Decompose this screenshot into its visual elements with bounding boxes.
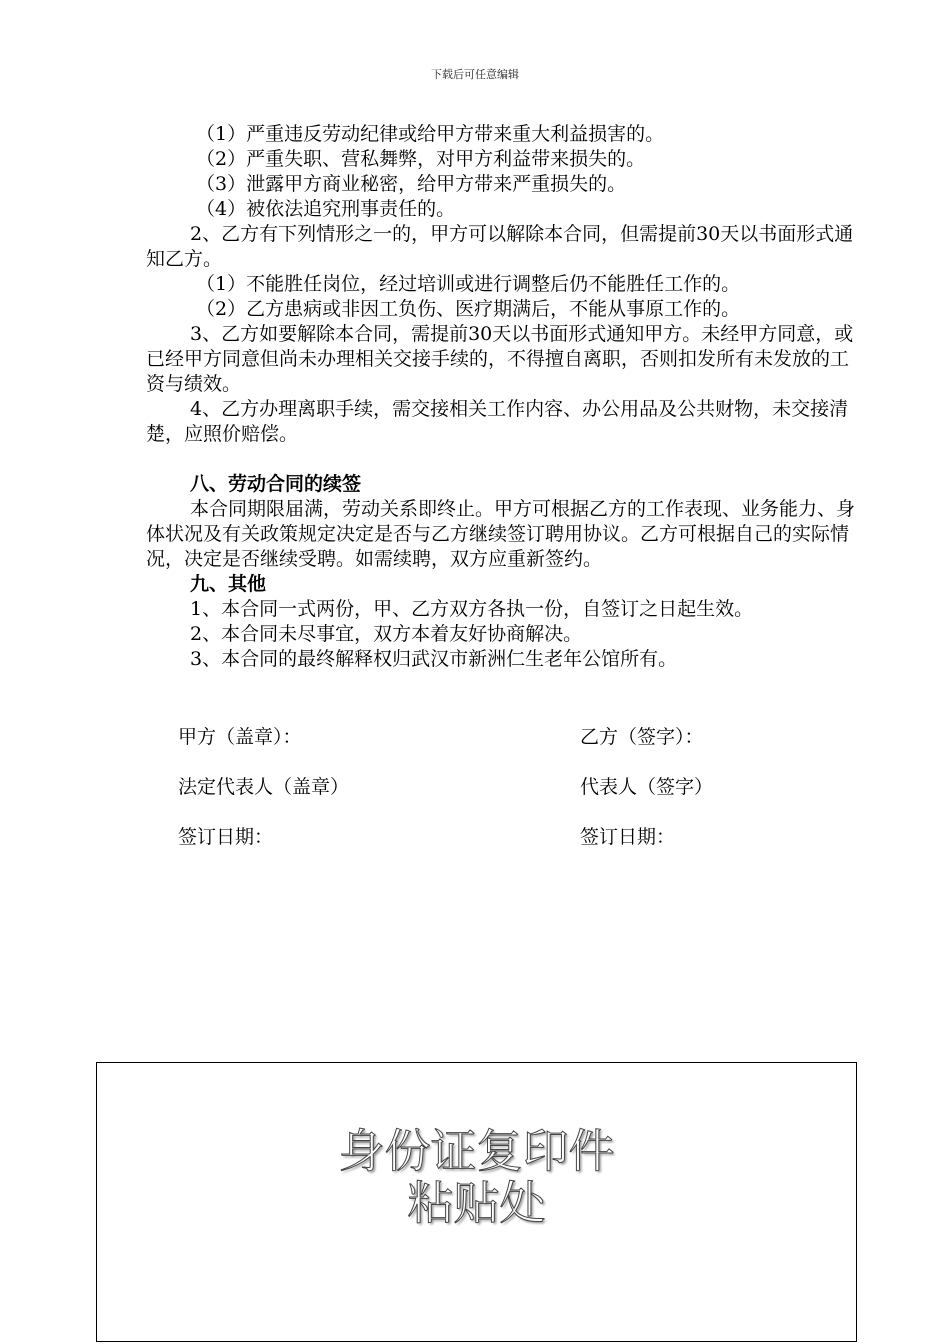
paragraph: （1）严重违反劳动纪律或给甲方带来重大利益损害的。 <box>196 123 665 145</box>
party-b-sign-label: 乙方（签字）： <box>580 726 704 748</box>
paragraph: （4）被依法追究刑事责任的。 <box>196 198 456 220</box>
sign-date-a-label: 签订日期： <box>178 826 274 848</box>
paragraph-gap <box>146 447 864 472</box>
paragraph: 4、乙方办理离职手续，需交接相关工作内容、办公用品及公共财物，未交接清楚，应照价赔偿。 <box>146 398 849 445</box>
legal-rep-label: 法定代表人（盖章） <box>178 776 350 798</box>
id-copy-box <box>96 1062 857 1342</box>
paragraph: 八、劳动合同的续签 <box>190 473 362 495</box>
paragraph: （3）泄露甲方商业秘密，给甲方带来严重损失的。 <box>196 173 627 195</box>
id-copy-placeholder <box>97 1125 856 1229</box>
id-copy-line1: 身份证复印件 <box>338 1124 615 1178</box>
id-copy-line2: 粘贴处 <box>407 1176 546 1230</box>
paragraph: 3、本合同的最终解释权归武汉市新洲仁生老年公馆所有。 <box>190 648 678 670</box>
paragraph: （2）严重失职、营私舞弊，对甲方利益带来损失的。 <box>196 148 646 170</box>
paragraph: 1、本合同一式两份，甲、乙方双方各执一份，自签订之日起生效。 <box>190 598 754 620</box>
paragraph: 2、本合同未尽事宜，双方本着友好协商解决。 <box>190 623 583 645</box>
sign-date-b-label: 签订日期： <box>580 826 676 848</box>
paragraph: （1）不能胜任岗位，经过培训或进行调整后仍不能胜任工作的。 <box>196 273 741 295</box>
paragraph: 3、乙方如要解除本合同，需提前30天以书面形式通知甲方。未经甲方同意，或已经甲方同意但尚未办理相关交接手续的，不得擅自离职，否则扣发所有未发放的工资与绩效。 <box>146 323 854 395</box>
paragraph: 九、其他 <box>190 573 267 595</box>
rep-sign-label: 代表人（签字） <box>580 776 714 798</box>
paragraph: 本合同期限届满，劳动关系即终止。甲方可根据乙方的工作表现、业务能力、身体状况及有关政策规定决定是否与乙方继续签订聘用协议。乙方可根据自己的实际情况，决定是否继续受聘。如需续聘，双方应重新签约。 <box>146 498 856 570</box>
party-a-seal-label: 甲方（盖章）： <box>178 726 302 748</box>
paragraph: （2）乙方患病或非因工负伤、医疗期满后，不能从事原工作的。 <box>196 298 741 320</box>
page-header: 下载后可任意编辑 <box>431 68 519 81</box>
contract-body <box>146 122 864 672</box>
paragraph: 2、乙方有下列情形之一的，甲方可以解除本合同，但需提前30天以书面形式通知乙方。 <box>146 223 854 270</box>
